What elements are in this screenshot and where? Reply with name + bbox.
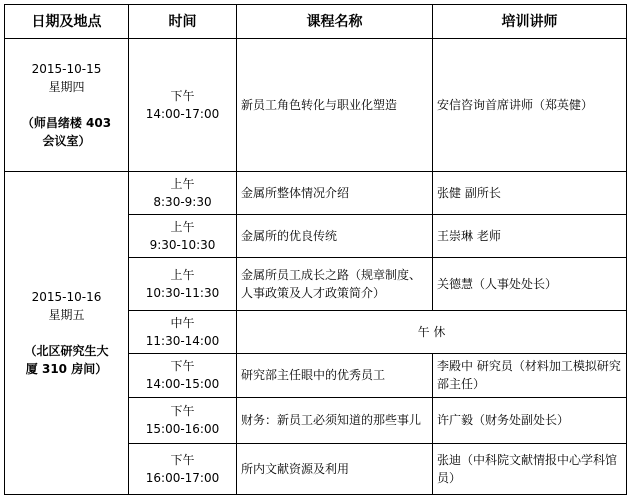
period-text: 下午 <box>170 88 195 103</box>
place-text-line-1: （北区研究生大 <box>24 343 109 358</box>
time-cell <box>129 354 237 397</box>
course-cell: 金属所的优良传统 <box>237 214 433 257</box>
weekday-text: 星期五 <box>48 307 85 322</box>
time-cell <box>129 171 237 214</box>
date-place-cell <box>5 39 129 172</box>
time-range-text: 14:00-15:00 <box>145 377 220 392</box>
place-text-line-1: （师昌绪楼 403 <box>21 115 112 130</box>
instructor-cell: 张健 副所长 <box>433 171 627 214</box>
time-range-text: 16:00-17:00 <box>145 470 220 485</box>
header-date-place: 日期及地点 <box>5 5 129 39</box>
instructor-cell: 关德慧（人事处处长） <box>433 258 627 311</box>
time-range-text: 8:30-9:30 <box>153 194 212 209</box>
instructor-cell: 许广毅（财务处副处长） <box>433 397 627 443</box>
time-range-text: 9:30-10:30 <box>149 237 216 252</box>
time-range-text: 10:30-11:30 <box>145 286 220 301</box>
period-text: 中午 <box>170 316 195 331</box>
instructor-cell: 安信咨询首席讲师（郑英健） <box>433 39 627 172</box>
time-cell <box>129 397 237 443</box>
time-cell <box>129 214 237 257</box>
period-text: 下午 <box>170 452 195 467</box>
table-row <box>5 39 627 172</box>
weekday-text: 星期四 <box>48 79 85 94</box>
place-text-line-2: 厦 310 房间） <box>25 361 108 376</box>
course-cell: 金属所整体情况介绍 <box>237 171 433 214</box>
course-cell: 金属所员工成长之路（规章制度、人事政策及人才政策简介） <box>237 258 433 311</box>
place-text-line-2: 会议室） <box>42 133 91 148</box>
header-course: 课程名称 <box>237 5 433 39</box>
date-text: 2015-10-15 <box>31 61 102 76</box>
time-range-text: 11:30-14:00 <box>145 334 220 349</box>
time-cell <box>129 39 237 172</box>
table-row <box>5 171 627 214</box>
time-range-text: 14:00-17:00 <box>145 106 220 121</box>
time-range-text: 15:00-16:00 <box>145 422 220 437</box>
time-cell <box>129 258 237 311</box>
time-cell <box>129 443 237 494</box>
course-cell: 新员工角色转化与职业化塑造 <box>237 39 433 172</box>
period-text: 上午 <box>170 176 195 191</box>
course-cell: 所内文献资源及利用 <box>237 443 433 494</box>
period-text: 下午 <box>170 359 195 374</box>
time-cell <box>129 311 237 354</box>
lunch-break-cell: 午 休 <box>237 311 627 354</box>
training-schedule-table <box>4 4 627 495</box>
header-time: 时间 <box>129 5 237 39</box>
date-text: 2015-10-16 <box>31 289 102 304</box>
instructor-cell: 王崇琳 老师 <box>433 214 627 257</box>
period-text: 上午 <box>170 268 195 283</box>
header-row <box>5 5 627 39</box>
instructor-cell: 张迪（中科院文献情报中心学科馆员） <box>433 443 627 494</box>
date-place-cell <box>5 171 129 494</box>
period-text: 上午 <box>170 219 195 234</box>
course-cell: 财务：新员工必须知道的那些事儿 <box>237 397 433 443</box>
instructor-cell: 李殿中 研究员（材料加工模拟研究部主任） <box>433 354 627 397</box>
period-text: 下午 <box>170 404 195 419</box>
course-cell: 研究部主任眼中的优秀员工 <box>237 354 433 397</box>
header-instructor: 培训讲师 <box>433 5 627 39</box>
